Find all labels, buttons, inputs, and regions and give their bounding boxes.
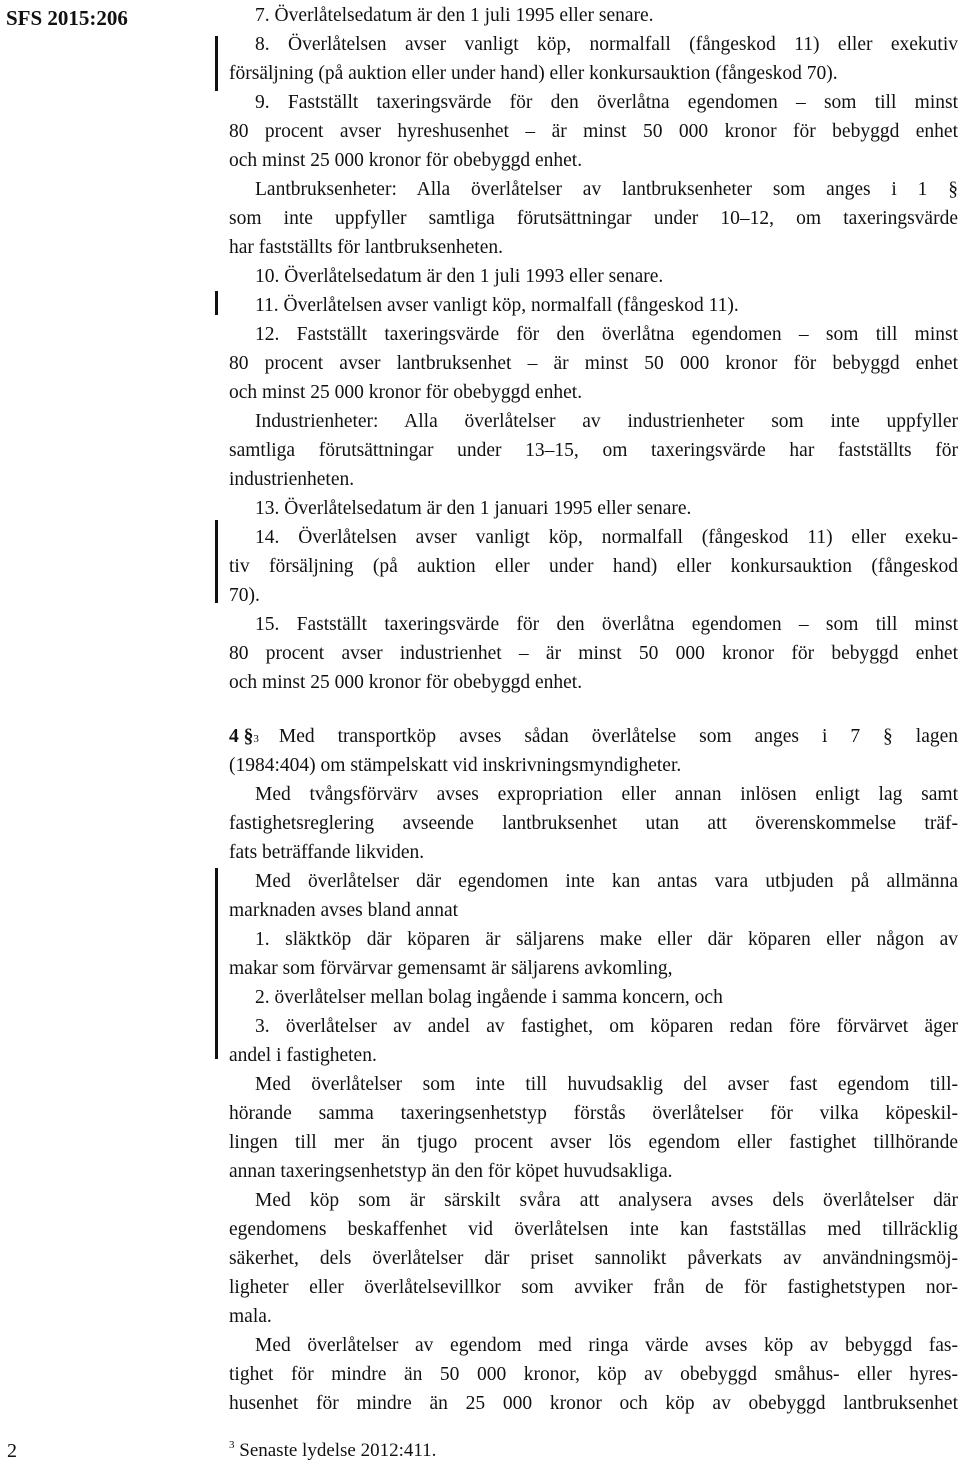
change-bar bbox=[215, 520, 218, 603]
para-2-line-1: Med tvångsförvärv avses expropriation eller annan inlösen enligt lag samt bbox=[255, 784, 958, 805]
item-14-line-1: 14. Överlåtelsen avser vanligt köp, normalfall (fångeskod 11) eller exeku- bbox=[255, 527, 958, 548]
para-6-line-2: tighet för mindre än 50 000 kronor, köp av obebyggd småhus- eller hyres- bbox=[229, 1364, 958, 1385]
para-4-line-4: annan taxeringsenhetstyp än den för köpet huvudsakliga. bbox=[229, 1161, 673, 1182]
lantbruk-intro-line-2: som inte uppfyller samtliga förutsättningar under 10–12, om taxeringsvärde bbox=[229, 208, 958, 229]
para-5-line-3: säkerhet, dels överlåtelser där priset sannolikt påverkats av användningsmöj- bbox=[229, 1248, 958, 1269]
para-3-line-1: Med överlåtelser där egendomen inte kan antas vara utbjuden på allmänna bbox=[255, 871, 958, 892]
item-13: 13. Överlåtelsedatum är den 1 januari 1995 eller senare. bbox=[255, 498, 692, 519]
section-4-line-2: (1984:404) om stämpelskatt vid inskrivningsmyndigheter. bbox=[229, 755, 682, 776]
lantbruk-intro-line-1: Lantbruksenheter: Alla överlåtelser av lantbruksenheter som anges i 1 § bbox=[255, 179, 958, 200]
item-15-line-2: 80 procent avser industrienhet – är minst 50 000 kronor för bebyggd enhet bbox=[229, 643, 958, 664]
lantbruk-intro-line-3: har fastställts för lantbruksenheten. bbox=[229, 237, 503, 258]
sfs-header: SFS 2015:206 bbox=[6, 6, 128, 30]
item-9-line-2: 80 procent avser hyreshusenhet – är minst 50 000 kronor för bebyggd enhet bbox=[229, 121, 958, 142]
section-number: 4 § bbox=[229, 726, 254, 747]
list-3-line-1: 3. överlåtelser av andel av fastighet, om köparen redan före förvärvet äger bbox=[255, 1016, 958, 1037]
item-14-line-2: tiv försäljning (på auktion eller under hand) eller konkursauktion (fångeskod bbox=[229, 556, 958, 577]
list-1-line-2: makar som förvärvar gemensamt är säljarens avkomling, bbox=[229, 958, 673, 979]
section-4-heading-line: 4 § 3 Med transportköp avses sådan överlåtelse som anges i 7 § lagen bbox=[229, 723, 958, 751]
footnote bbox=[229, 1440, 436, 1462]
para-2-line-2: fastighetsreglering avseende lantbruksenhet utan att överenskommelse träf- bbox=[229, 813, 958, 834]
para-6-line-3: husenhet för mindre än 25 000 kronor och köp av obebyggd lantbruksenhet bbox=[229, 1393, 958, 1414]
list-3-line-2: andel i fastigheten. bbox=[229, 1045, 377, 1066]
item-12-line-1: 12. Fastställt taxeringsvärde för den överlåtna egendomen – som till minst bbox=[255, 324, 958, 345]
para-4-line-3: lingen till mer än tjugo procent avser lös egendom eller fastighet tillhörande bbox=[229, 1132, 958, 1153]
list-1-line-1: 1. släktköp där köparen är säljarens make eller där köparen eller någon av bbox=[255, 929, 958, 950]
item-12-line-2: 80 procent avser lantbruksenhet – är minst 50 000 kronor för bebyggd enhet bbox=[229, 353, 958, 374]
change-bar bbox=[215, 36, 218, 91]
footnote-mark: 3 bbox=[229, 1439, 235, 1451]
list-2: 2. överlåtelser mellan bolag ingående i samma koncern, och bbox=[255, 987, 723, 1008]
para-4-line-2: hörande samma taxeringsenhetstyp förstås överlåtelser för vilka köpeskil- bbox=[229, 1103, 958, 1124]
para-2-line-3: fats beträffande likviden. bbox=[229, 842, 425, 863]
footnote-text: Senaste lydelse 2012:411. bbox=[239, 1440, 437, 1461]
para-3-line-2: marknaden avses bland annat bbox=[229, 900, 459, 921]
item-8-line-1: 8. Överlåtelsen avser vanligt köp, normalfall (fångeskod 11) eller exekutiv bbox=[255, 34, 958, 55]
change-bar bbox=[215, 291, 218, 315]
para-5-line-4: ligheter eller överlåtelsevillkor som avviker från de för fastighetstypen nor- bbox=[229, 1277, 958, 1298]
industri-intro-line-1: Industrienheter: Alla överlåtelser av industrienheter som inte uppfyller bbox=[255, 411, 958, 432]
item-10: 10. Överlåtelsedatum är den 1 juli 1993 eller senare. bbox=[255, 266, 664, 287]
para-5-line-2: egendomens beskaffenhet vid överlåtelsen inte kan fastställas med tillräcklig bbox=[229, 1219, 958, 1240]
para-4-line-1: Med överlåtelser som inte till huvudsaklig del avser fast egendom till- bbox=[255, 1074, 958, 1095]
para-5-line-5: mala. bbox=[229, 1306, 272, 1327]
item-15-line-3: och minst 25 000 kronor för obebyggd enhet. bbox=[229, 672, 583, 693]
item-9-line-3: och minst 25 000 kronor för obebyggd enhet. bbox=[229, 150, 583, 171]
section-4-line-1: Med transportköp avses sådan överlåtelse som anges i 7 § lagen bbox=[278, 726, 958, 747]
change-bar bbox=[215, 868, 218, 1059]
para-5-line-1: Med köp som är särskilt svåra att analysera avses dels överlåtelser där bbox=[255, 1190, 958, 1211]
item-7: 7. Överlåtelsedatum är den 1 juli 1995 eller senare. bbox=[255, 5, 654, 26]
item-15-line-1: 15. Fastställt taxeringsvärde för den överlåtna egendomen – som till minst bbox=[255, 614, 958, 635]
item-9-line-1: 9. Fastställt taxeringsvärde för den överlåtna egendomen – som till minst bbox=[255, 92, 958, 113]
item-8-line-2: försäljning (på auktion eller under hand) eller konkursauktion (fångeskod 70). bbox=[229, 63, 838, 84]
item-14-line-3: 70). bbox=[229, 585, 260, 606]
industri-intro-line-2: samtliga förutsättningar under 13–15, om taxeringsvärde har fastställts för bbox=[229, 440, 958, 461]
industri-intro-line-3: industrienheten. bbox=[229, 469, 355, 490]
item-12-line-3: och minst 25 000 kronor för obebyggd enhet. bbox=[229, 382, 583, 403]
para-6-line-1: Med överlåtelser av egendom med ringa värde avses köp av bebyggd fas- bbox=[255, 1335, 958, 1356]
page-number: 2 bbox=[7, 1440, 17, 1462]
item-11: 11. Överlåtelsen avser vanligt köp, normalfall (fångeskod 11). bbox=[255, 295, 739, 316]
